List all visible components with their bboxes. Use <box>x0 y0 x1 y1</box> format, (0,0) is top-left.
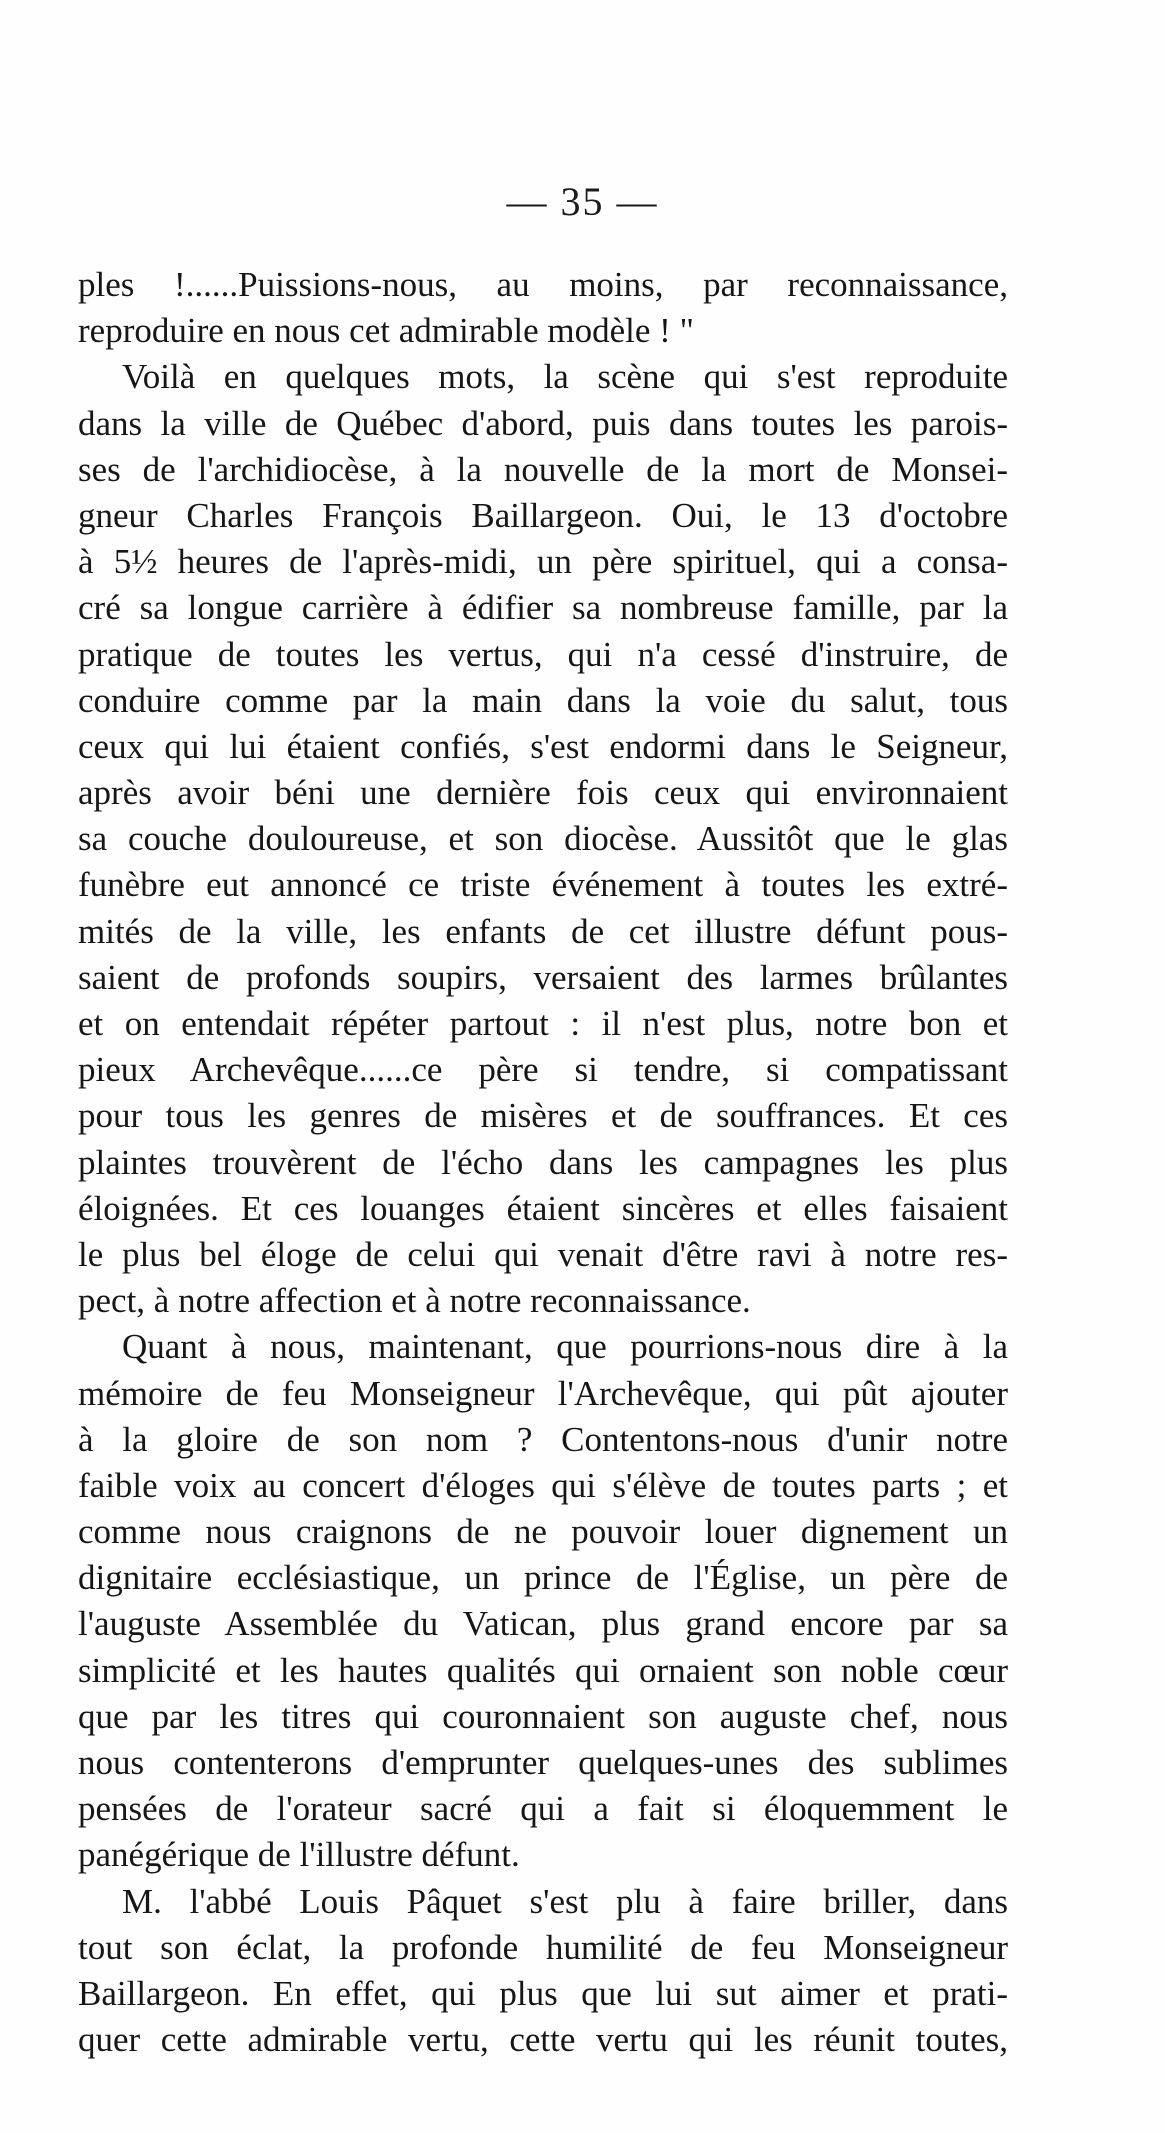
text-line: dans la ville de Québec d'abord, puis dans toutes les parois- <box>78 403 1008 443</box>
text-line: reproduire en nous cet admirable modèle ! " <box>78 311 694 351</box>
text-line: panégérique de l'illustre défunt. <box>78 1835 520 1875</box>
text-line: l'auguste Assemblée du Vatican, plus grand encore par sa <box>78 1604 1008 1644</box>
text-line: nous contenterons d'emprunter quelques-unes des sublimes <box>78 1743 1008 1782</box>
text-line: Voilà en quelques mots, la scène qui s'est reproduite <box>122 357 1008 397</box>
text-line: à la gloire de son nom ? Contentons-nous d'unir notre <box>78 1419 1008 1459</box>
text-line: dignitaire ecclésiastique, un prince de l'Église, un père de <box>78 1558 1008 1598</box>
text-line: mémoire de feu Monseigneur l'Archevêque, qui pût ajouter <box>78 1373 1008 1413</box>
text-line: pratique de toutes les vertus, qui n'a cessé d'instruire, de <box>78 634 1008 674</box>
text-line: que par les titres qui couronnaient son auguste chef, nous <box>78 1696 1008 1736</box>
text-line: mités de la ville, les enfants de cet illustre défunt pous- <box>78 911 1008 951</box>
text-line: Baillargeon. En effet, qui plus que lui sut aimer et prati- <box>78 1973 1008 2013</box>
text-line: simplicité et les hautes qualités qui ornaient son noble cœur <box>78 1650 1008 1690</box>
text-line: pieux Archevêque......ce père si tendre, si compatissant <box>78 1050 1008 1090</box>
text-line: pensées de l'orateur sacré qui a fait si éloquemment le <box>78 1789 1008 1829</box>
body-text <box>78 262 1008 2063</box>
text-line: funèbre eut annoncé ce triste événement à toutes les extré- <box>78 865 1008 905</box>
text-line: conduire comme par la main dans la voie du salut, tous <box>78 680 1008 720</box>
text-line: quer cette admirable vertu, cette vertu qui les réunit toutes, <box>78 2020 1008 2060</box>
text-line: tout son éclat, la profonde humilité de feu Monseigneur <box>78 1927 1008 1967</box>
text-line: sa couche douloureuse, et son diocèse. Aussitôt que le glas <box>78 819 1008 859</box>
text-line: Quant à nous, maintenant, que pourrions-nous dire à la <box>122 1327 1008 1367</box>
text-line: et on entendait répéter partout : il n'est plus, notre bon et <box>78 1004 1008 1043</box>
text-line: pour tous les genres de misères et de souffrances. Et ces <box>78 1096 1008 1136</box>
text-line: gneur Charles François Baillargeon. Oui, le 13 d'octobre <box>78 495 1008 535</box>
text-line: M. l'abbé Louis Pâquet s'est plu à faire briller, dans <box>122 1881 1008 1921</box>
text-line: ceux qui lui étaient confiés, s'est endormi dans le Seigneur, <box>78 726 1008 766</box>
text-line: saient de profonds soupirs, versaient des larmes brûlantes <box>78 957 1008 997</box>
text-line: ples !......Puissions-nous, au moins, par reconnaissance, <box>78 265 1008 304</box>
text-line: à 5½ heures de l'après-midi, un père spirituel, qui a consa- <box>78 542 1008 582</box>
text-line: cré sa longue carrière à édifier sa nombreuse famille, par la <box>78 588 1008 628</box>
text-line: après avoir béni une dernière fois ceux qui environnaient <box>78 773 1008 813</box>
text-line: ses de l'archidiocèse, à la nouvelle de la mort de Monsei- <box>78 449 1008 489</box>
text-line: éloignées. Et ces louanges étaient sincères et elles faisaient <box>78 1188 1008 1228</box>
text-line: faible voix au concert d'éloges qui s'élève de toutes parts ; et <box>78 1465 1008 1505</box>
text-line: pect, à notre affection et à notre reconnaissance. <box>78 1281 751 1321</box>
text-line: le plus bel éloge de celui qui venait d'être ravi à notre res- <box>78 1234 1008 1274</box>
text-line: comme nous craignons de ne pouvoir louer dignement un <box>78 1512 1008 1552</box>
page-number: — 35 — <box>506 179 659 224</box>
text-line: plaintes trouvèrent de l'écho dans les campagnes les plus <box>78 1142 1008 1182</box>
